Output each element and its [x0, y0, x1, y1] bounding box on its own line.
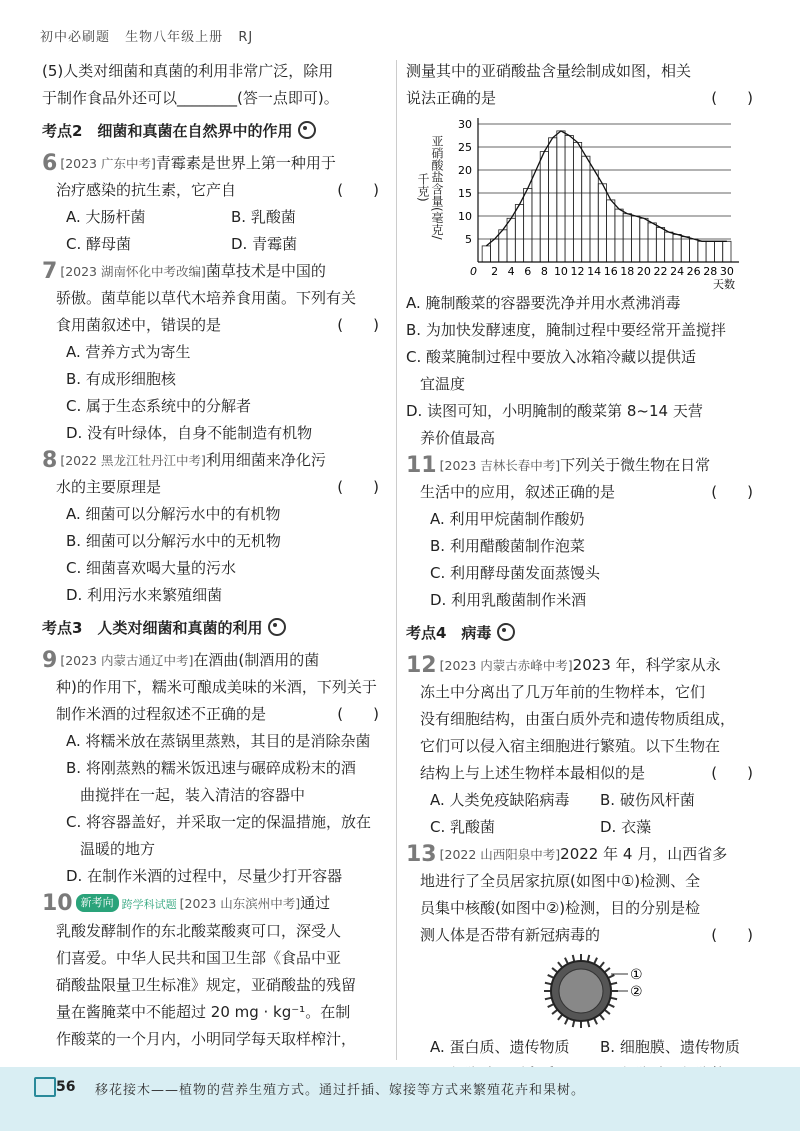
label-1: ① — [630, 967, 643, 983]
virus-spike — [558, 962, 562, 967]
x-tick-label: 22 — [653, 265, 668, 278]
bar — [706, 241, 714, 262]
bar — [557, 131, 565, 262]
option-c: C. 属于生态系统中的分解者 — [66, 397, 252, 415]
q5-line-1: (5)人类对细菌和真菌的利用非常广泛，除用 — [42, 62, 334, 80]
bar — [681, 237, 689, 262]
question-12-line — [406, 760, 761, 787]
virus-spike — [588, 1020, 590, 1027]
question-text: 菌草技术是中国的 — [205, 262, 326, 280]
x-tick-label: 8 — [540, 265, 548, 278]
question-7-line — [42, 312, 387, 339]
question-text: 2022 年 4 月，山西省多 — [560, 845, 728, 863]
virus-spike — [608, 1004, 614, 1007]
bar — [565, 136, 573, 263]
virus-spike — [545, 998, 552, 1000]
answer-blank: ( ) — [337, 705, 379, 723]
option-b: B. 细菌可以分解污水中的无机物 — [66, 532, 281, 550]
bar — [648, 223, 656, 262]
option-b: B. 乳酸菌 — [231, 208, 296, 226]
option-a: A. 人类免疫缺陷病毒 — [430, 791, 570, 809]
virus-spike — [548, 1004, 554, 1007]
x-tick-label: 10 — [553, 265, 568, 278]
question-text: 下列关于微生物在日常 — [560, 456, 711, 474]
question-number: 7 — [42, 259, 58, 284]
option-d: D. 在制作米酒的过程中，尽量少打开容器 — [66, 867, 343, 885]
right-column — [406, 58, 761, 1088]
question-text: 冻土中分离出了几万年前的生物样本，它们 — [420, 683, 706, 701]
y-tick-label: 30 — [458, 118, 472, 131]
option-c: C. 将容器盖好，并采取一定的保温措施，放在 — [66, 813, 372, 831]
option-b: B. 将刚蒸熟的糯米饭迅速与碾碎成粉末的酒 — [66, 759, 356, 777]
question-8-line — [42, 474, 387, 501]
virus-spike — [604, 1010, 609, 1014]
question-number: 9 — [42, 648, 58, 673]
bar — [673, 234, 681, 262]
question-text: 测人体是否带有新冠病毒的 — [420, 926, 601, 944]
options-row — [406, 787, 761, 814]
bar — [623, 214, 631, 262]
option-c: C. 酵母菌 — [66, 235, 132, 253]
option-c-cont: 宜温度 — [420, 375, 466, 393]
nitrite-chart — [406, 112, 761, 290]
x-tick-label: 16 — [603, 265, 618, 278]
virus-spike — [608, 975, 614, 978]
virus-spike — [594, 1018, 597, 1024]
option-b-cont: 曲搅拌在一起，装入清洁的容器中 — [80, 786, 306, 804]
virus-spike — [552, 1010, 557, 1014]
question-source: [2023 山东滨州中考] — [179, 896, 301, 911]
virus-spike — [565, 1018, 568, 1024]
page-header — [40, 26, 263, 45]
option-c: C. 细菌喜欢喝大量的污水 — [66, 559, 237, 577]
question-number: 10 — [42, 891, 73, 916]
option-d: D. 衣藻 — [600, 818, 652, 836]
new-trend-badge: 新考向 — [76, 894, 119, 912]
option-b: B. 为加快发酵速度，腌制过程中要经常开盖搅拌 — [406, 321, 726, 339]
option-a: A. 腌制酸菜的容器要洗净并用水煮沸消毒 — [406, 294, 681, 312]
question-number: 6 — [42, 151, 58, 176]
option-d: D. 读图可知，小明腌制的酸菜第 8~14 天营 — [406, 402, 703, 420]
bar — [656, 228, 664, 263]
bar — [540, 152, 548, 262]
chart-svg — [406, 112, 761, 290]
question-text: 说法正确的是 — [406, 89, 497, 107]
chart-y-label: 亚硝酸盐含量(毫克/千克) — [416, 134, 444, 240]
question-13-line — [406, 922, 761, 949]
book-icon — [34, 1077, 56, 1097]
question-text: 作酸菜的一个月内，小明同学每天取样榨汁， — [56, 1030, 357, 1048]
virus-spike — [573, 955, 575, 962]
question-6 — [42, 150, 387, 177]
virus-spike — [545, 983, 552, 985]
option-a: A. 利用甲烷菌制作酸奶 — [430, 510, 585, 528]
x-tick-label: 2 — [491, 265, 499, 278]
question-6-line — [42, 177, 387, 204]
virus-spike — [610, 983, 617, 985]
bar — [714, 241, 722, 262]
section-title: 考点3 人类对细菌和真菌的利用 — [42, 619, 263, 637]
bar — [698, 241, 706, 262]
question-text: 在酒曲(制酒用的菌 — [193, 651, 320, 669]
target-icon — [268, 618, 286, 636]
virus-spike — [573, 1020, 575, 1027]
question-text: 乳酸发酵制作的东北酸菜酸爽可口，深受人 — [56, 922, 342, 940]
option-d: D. 利用乳酸菌制作米酒 — [430, 591, 587, 609]
question-text: 2023 年，科学家从永 — [572, 656, 721, 674]
section-heading-3 — [42, 611, 387, 645]
bar — [607, 200, 615, 262]
question-11 — [406, 452, 761, 479]
virus-spike — [600, 1014, 604, 1019]
edition-label: RJ — [238, 30, 254, 45]
subject-title: 生物八年级上册 — [125, 30, 224, 45]
y-tick-label: 20 — [458, 164, 472, 177]
question-11-line — [406, 479, 761, 506]
target-icon — [497, 623, 515, 641]
question-text: 青霉素是世界上第一种用于 — [155, 154, 336, 172]
answer-blank: ( ) — [711, 483, 753, 501]
question-text: 种)的作用下，糯米可酿成美味的米酒，下列关于 — [56, 678, 377, 696]
bar — [549, 138, 557, 262]
question-text: 治疗感染的抗生素，它产自 — [56, 181, 237, 199]
question-source: [2023 内蒙古赤峰中考] — [439, 658, 573, 673]
section-title: 考点2 细菌和真菌在自然界中的作用 — [42, 122, 293, 140]
y-tick-label: 10 — [458, 210, 472, 223]
virus-core — [559, 969, 603, 1013]
option-a: A. 细菌可以分解污水中的有机物 — [66, 505, 281, 523]
x-tick-label: 18 — [620, 265, 635, 278]
question-source: [2023 湖南怀化中考改编] — [60, 264, 206, 279]
bar — [665, 232, 673, 262]
option-a: A. 蛋白质、遗传物质 — [430, 1038, 570, 1056]
answer-blank: ( ) — [711, 89, 753, 107]
answer-blank: ( ) — [711, 764, 753, 782]
option-c: C. 利用酵母菌发面蒸馒头 — [430, 564, 601, 582]
answer-blank: ( ) — [337, 316, 379, 334]
question-text: 它们可以侵入宿主细胞进行繁殖。以下生物在 — [420, 737, 721, 755]
y-tick-label: 25 — [458, 141, 472, 154]
target-icon — [298, 121, 316, 139]
cross-subject-tag: 跨学科试题 — [121, 898, 177, 911]
footer-tip: 移花接木——植物的营养生殖方式。通过扦插、嫁接等方式来繁殖花卉和果树。 — [95, 1083, 586, 1098]
answer-blank: ( ) — [337, 181, 379, 199]
x-tick-label: 20 — [636, 265, 651, 278]
option-c: C. 乳酸菌 — [430, 818, 496, 836]
option-a: A. 大肠杆菌 — [66, 208, 146, 226]
virus-spike — [548, 975, 554, 978]
left-column — [42, 58, 387, 1053]
bar — [582, 156, 590, 262]
question-7 — [42, 258, 387, 285]
question-number: 11 — [406, 453, 437, 478]
bar — [640, 218, 648, 262]
x-tick-label: 26 — [686, 265, 701, 278]
column-divider — [396, 60, 397, 1060]
question-source: [2023 广东中考] — [60, 156, 156, 171]
bar — [515, 205, 523, 263]
bar — [573, 142, 581, 262]
question-10 — [42, 890, 387, 918]
question-text: 通过 — [300, 894, 331, 912]
question-source: [2023 内蒙古通辽中考] — [60, 653, 194, 668]
virus-spike — [610, 998, 617, 1000]
bar — [524, 188, 532, 262]
question-9 — [42, 647, 387, 674]
question-number: 12 — [406, 653, 437, 678]
question-source: [2022 黑龙江牡丹江中考] — [60, 453, 206, 468]
virus-figure — [406, 949, 761, 1034]
question-13 — [406, 841, 761, 868]
q10-cont-line: 测量其中的亚硝酸盐含量绘制成如图，相关 — [406, 62, 692, 80]
question-source: [2023 吉林长春中考] — [439, 458, 561, 473]
origin-label: 0 — [470, 265, 477, 278]
question-text: 水的主要原理是 — [56, 478, 162, 496]
bar — [615, 209, 623, 262]
option-b: B. 破伤风杆菌 — [600, 791, 695, 809]
page-number: 56 — [56, 1079, 76, 1095]
answer-blank: ( ) — [337, 478, 379, 496]
question-text: 利用细菌来净化污 — [205, 451, 326, 469]
bar — [690, 239, 698, 262]
options-row — [42, 231, 387, 258]
x-tick-label: 6 — [524, 265, 532, 278]
question-number: 13 — [406, 842, 437, 867]
virus-svg — [406, 949, 761, 1034]
option-a: A. 营养方式为寄生 — [66, 343, 191, 361]
option-d-cont: 养价值最高 — [420, 429, 496, 447]
question-text: 骄傲。菌草能以草代木培养食用菌。下列有关 — [56, 289, 357, 307]
x-tick-label: 30 — [719, 265, 734, 278]
option-b: B. 细胞膜、遗传物质 — [600, 1038, 740, 1056]
virus-spike — [588, 955, 590, 962]
bar — [723, 241, 731, 262]
bar — [499, 230, 507, 262]
question-text: 制作米酒的过程叙述不正确的是 — [56, 705, 267, 723]
option-d: D. 利用污水来繁殖细菌 — [66, 586, 223, 604]
option-b: B. 有成形细胞核 — [66, 370, 176, 388]
q5-line-2: 于制作食品外还可以________(答一点即可)。 — [42, 89, 339, 107]
question-text: 们喜爱。中华人民共和国卫生部《食品中亚 — [56, 949, 342, 967]
x-tick-label: 24 — [670, 265, 685, 278]
option-a: A. 将糯米放在蒸锅里蒸熟，其目的是消除杂菌 — [66, 732, 371, 750]
y-tick-label: 5 — [465, 233, 472, 246]
answer-blank: ( ) — [711, 926, 753, 944]
question-text: 员集中核酸(如图中②)检测，目的分别是检 — [420, 899, 701, 917]
x-tick-label: 28 — [703, 265, 718, 278]
x-tick-label: 4 — [507, 265, 515, 278]
question-text: 量在酱腌菜中不能超过 20 mg · kg⁻¹。在制 — [56, 1003, 351, 1021]
options-row — [406, 814, 761, 841]
virus-spike — [594, 958, 597, 964]
y-tick-label: 15 — [458, 187, 472, 200]
options-row — [406, 1034, 761, 1061]
virus-spike — [604, 968, 609, 972]
page-footer — [0, 1067, 800, 1131]
question-number: 8 — [42, 448, 58, 473]
x-tick-label: 14 — [587, 265, 602, 278]
q10-cont-line — [406, 85, 761, 112]
bar — [598, 184, 606, 262]
bar — [482, 246, 490, 262]
option-c: C. 酸菜腌制过程中要放入冰箱冷藏以提供适 — [406, 348, 697, 366]
question-12 — [406, 652, 761, 679]
section-title: 考点4 病毒 — [406, 624, 492, 642]
x-tick-label: 12 — [570, 265, 585, 278]
question-text: 食用菌叙述中，错误的是 — [56, 316, 222, 334]
question-text: 没有细胞结构，由蛋白质外壳和遗传物质组成， — [420, 710, 736, 728]
virus-spike — [558, 1014, 562, 1019]
bar — [490, 239, 498, 262]
label-2: ② — [630, 984, 643, 1000]
question-8 — [42, 447, 387, 474]
question-text: 生活中的应用，叙述正确的是 — [420, 483, 616, 501]
question-text: 硝酸盐限量卫生标准》规定，亚硝酸盐的残留 — [56, 976, 357, 994]
question-text: 地进行了全员居家抗原(如图中①)检测、全 — [420, 872, 701, 890]
section-heading-2 — [42, 114, 387, 148]
question-text: 结构上与上述生物样本最相似的是 — [420, 764, 646, 782]
x-axis-label: 天数 — [713, 278, 735, 290]
bar — [507, 218, 515, 262]
virus-spike — [600, 962, 604, 967]
book-title: 初中必刷题 — [40, 30, 111, 45]
option-b: B. 利用醋酸菌制作泡菜 — [430, 537, 585, 555]
options-row — [42, 204, 387, 231]
virus-spike — [552, 968, 557, 972]
option-d: D. 青霉菌 — [231, 235, 298, 253]
option-c-cont: 温暖的地方 — [80, 840, 156, 858]
section-heading-4 — [406, 616, 761, 650]
option-d: D. 没有叶绿体，自身不能制造有机物 — [66, 424, 313, 442]
question-source: [2022 山西阳泉中考] — [439, 847, 561, 862]
question-9-line — [42, 701, 387, 728]
virus-spike — [565, 958, 568, 964]
